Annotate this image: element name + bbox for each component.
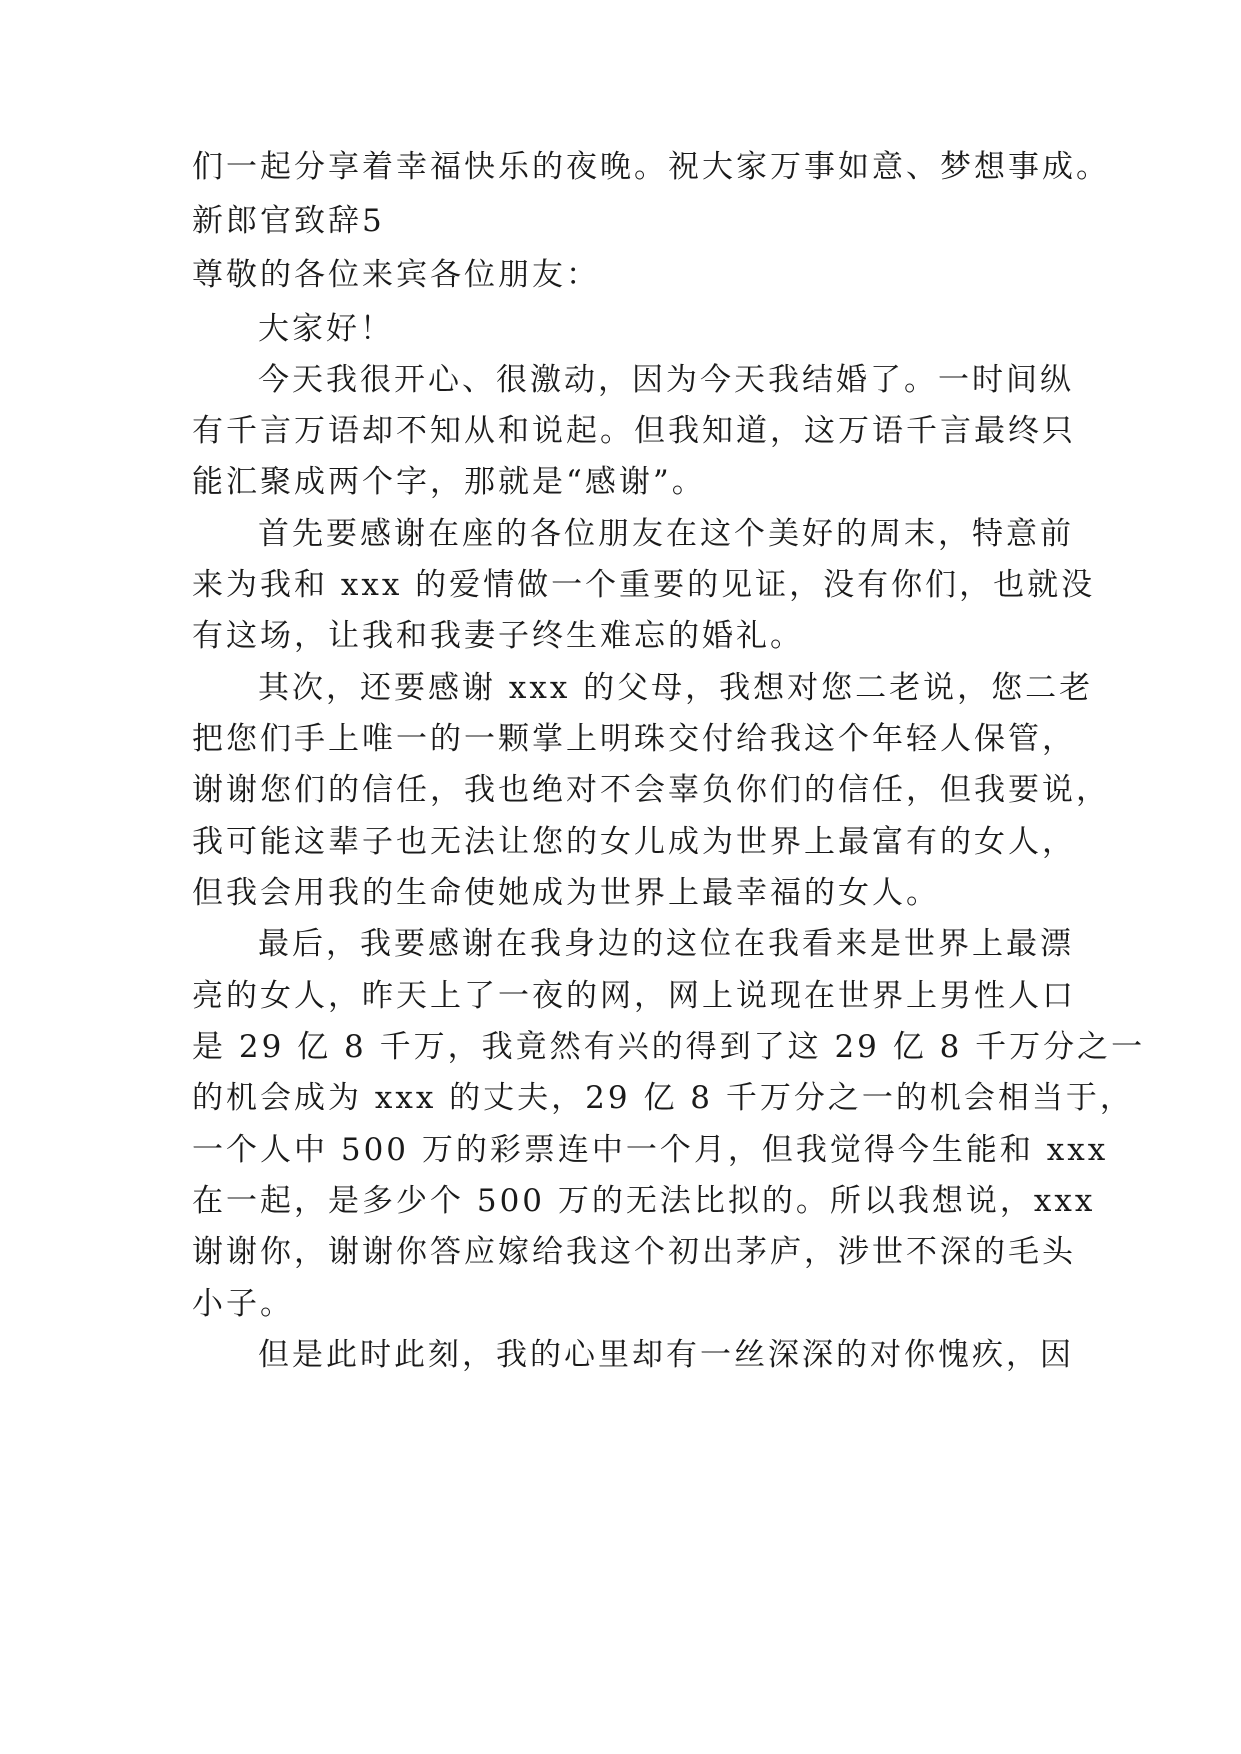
paragraph-line: 能汇聚成两个字，那就是“感谢”。 (192, 464, 706, 500)
paragraph-line: 来为我和 xxx 的爱情做一个重要的见证，没有你们，也就没 (192, 567, 1096, 603)
salutation: 尊敬的各位来宾各位朋友： (192, 257, 600, 293)
paragraph-line: 其次，还要感谢 xxx 的父母，我想对您二老说，您二老 (258, 670, 1094, 706)
paragraph-line: 谢谢您们的信任，我也绝对不会辜负你们的信任，但我要说， (192, 772, 1110, 808)
paragraph-line: 的机会成为 xxx 的丈夫，29 亿 8 千万分之一的机会相当于， (192, 1080, 1134, 1116)
paragraph-line: 小子。 (192, 1286, 294, 1322)
paragraph-line: 有千言万语却不知从和说起。但我知道，这万语千言最终只 (192, 413, 1076, 449)
paragraph-line: 谢谢你，谢谢你答应嫁给我这个初出茅庐，涉世不深的毛头 (192, 1234, 1076, 1270)
paragraph-line: 亮的女人，昨天上了一夜的网，网上说现在世界上男性人口 (192, 978, 1076, 1014)
paragraph-line: 我可能这辈子也无法让您的女儿成为世界上最富有的女人， (192, 824, 1076, 860)
section-heading: 新郎官致辞5 (192, 203, 385, 239)
paragraph-line: 今天我很开心、很激动，因为今天我结婚了。一时间纵 (258, 362, 1074, 398)
paragraph-line: 有这场，让我和我妻子终生难忘的婚礼。 (192, 618, 804, 654)
paragraph-line: 一个人中 500 万的彩票连中一个月，但我觉得今生能和 xxx (192, 1132, 1109, 1168)
paragraph-line: 但我会用我的生命使她成为世界上最幸福的女人。 (192, 875, 940, 911)
greeting: 大家好！ (258, 311, 394, 347)
paragraph-line: 在一起，是多少个 500 万的无法比拟的。所以我想说，xxx (192, 1183, 1096, 1219)
text-line: 们一起分享着幸福快乐的夜晚。祝大家万事如意、梦想事成。 (192, 149, 1110, 185)
paragraph-line: 但是此时此刻，我的心里却有一丝深深的对你愧疚，因 (258, 1337, 1074, 1373)
paragraph-line: 首先要感谢在座的各位朋友在这个美好的周末，特意前 (258, 516, 1074, 552)
paragraph-line: 最后，我要感谢在我身边的这位在我看来是世界上最漂 (258, 926, 1074, 962)
paragraph-line: 把您们手上唯一的一颗掌上明珠交付给我这个年轻人保管， (192, 721, 1076, 757)
paragraph-line: 是 29 亿 8 千万，我竟然有兴的得到了这 29 亿 8 千万分之一 (192, 1029, 1146, 1065)
